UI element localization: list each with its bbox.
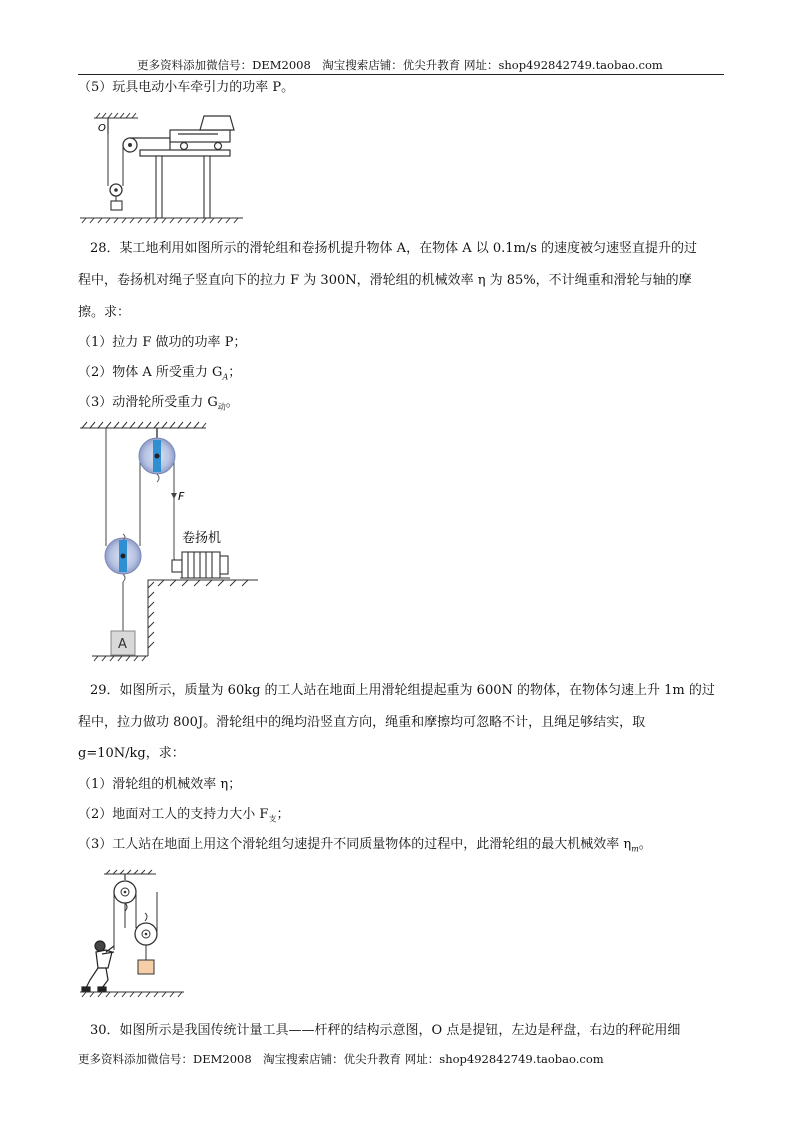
force-label: F <box>178 490 185 503</box>
ceiling-hatch <box>104 870 156 874</box>
force-arrow <box>171 493 177 499</box>
block-a-label: A <box>118 637 127 652</box>
page-header: 更多资料添加微信号：DEM2008 淘宝搜索店铺：优尖升教育 网址：shop492842749.taobao.com <box>137 58 663 72</box>
q28-line-3: 擦。求： <box>78 305 131 320</box>
page-footer: 更多资料添加微信号：DEM2008 淘宝搜索店铺：优尖升教育 网址：shop492842749.taobao.com <box>78 1052 604 1066</box>
q28-sub-3: （3）动滑轮所受重力 $G_动$。 <box>78 395 239 412</box>
point-o-label: O <box>98 123 106 134</box>
q29-line-2: 程中，拉力做功 800J。滑轮组中的绳均沿竖直方向，绳重和摩擦均可忽略不计，且绳足够结实，取 <box>78 715 646 730</box>
worker-figure <box>82 941 114 991</box>
winch-pulley-figure <box>78 418 268 668</box>
worker-pulley-figure <box>78 868 188 1000</box>
table-top <box>140 150 230 156</box>
platform <box>148 580 258 656</box>
ceiling-hatch <box>80 422 206 428</box>
ceiling-hatch <box>94 113 138 118</box>
header-rule <box>78 74 724 75</box>
q30-line-1: 30．如图所示是我国传统计量工具——杆秤的结构示意图，O 点是提钮，左边是秤盘，右边的秤砣用细 <box>90 1023 681 1038</box>
q28-line-1: 28．某工地利用如图所示的滑轮组和卷扬机提升物体 A，在物体 A 以 0.1m/s 的速度被匀速竖直提升的过 <box>90 241 698 256</box>
q28-sub-1: （1）拉力 F 做功的功率 P； <box>78 335 247 350</box>
q27-item-5: （5）玩具电动小车牵引力的功率 P。 <box>78 80 295 95</box>
q29-sub-3: （3）工人站在地面上用这个滑轮组匀速提升不同质量物体的过程中，此滑轮组的最大机械效率 $\eta_m$。 <box>78 837 652 854</box>
hanging-weight <box>111 201 122 210</box>
q29-line-3: g=10N/kg，求： <box>78 746 185 761</box>
winch-label: 卷扬机 <box>182 531 222 546</box>
ground-hatch <box>80 992 184 997</box>
ground-hatch <box>80 218 243 223</box>
toy-car-pulley-figure <box>78 110 248 228</box>
q29-line-1: 29．如图所示，质量为 60kg 的工人站在地面上用滑轮组提起重为 600N 的物体，在物体匀速上升 1m 的过 <box>90 683 715 698</box>
toy-car <box>170 116 234 150</box>
q29-sub-1: （1）滑轮组的机械效率 η； <box>78 777 242 792</box>
q28-sub-2: （2）物体 A 所受重力 $G_A$； <box>78 365 242 382</box>
load-box <box>138 960 154 974</box>
q29-sub-2: （2）地面对工人的支持力大小 $F_支$； <box>78 807 290 824</box>
winch-machine <box>172 552 230 578</box>
q28-line-2: 程中，卷扬机对绳子竖直向下的拉力 F 为 300N，滑轮组的机械效率 η 为 85%，不计绳重和滑轮与轴的摩 <box>78 273 692 288</box>
